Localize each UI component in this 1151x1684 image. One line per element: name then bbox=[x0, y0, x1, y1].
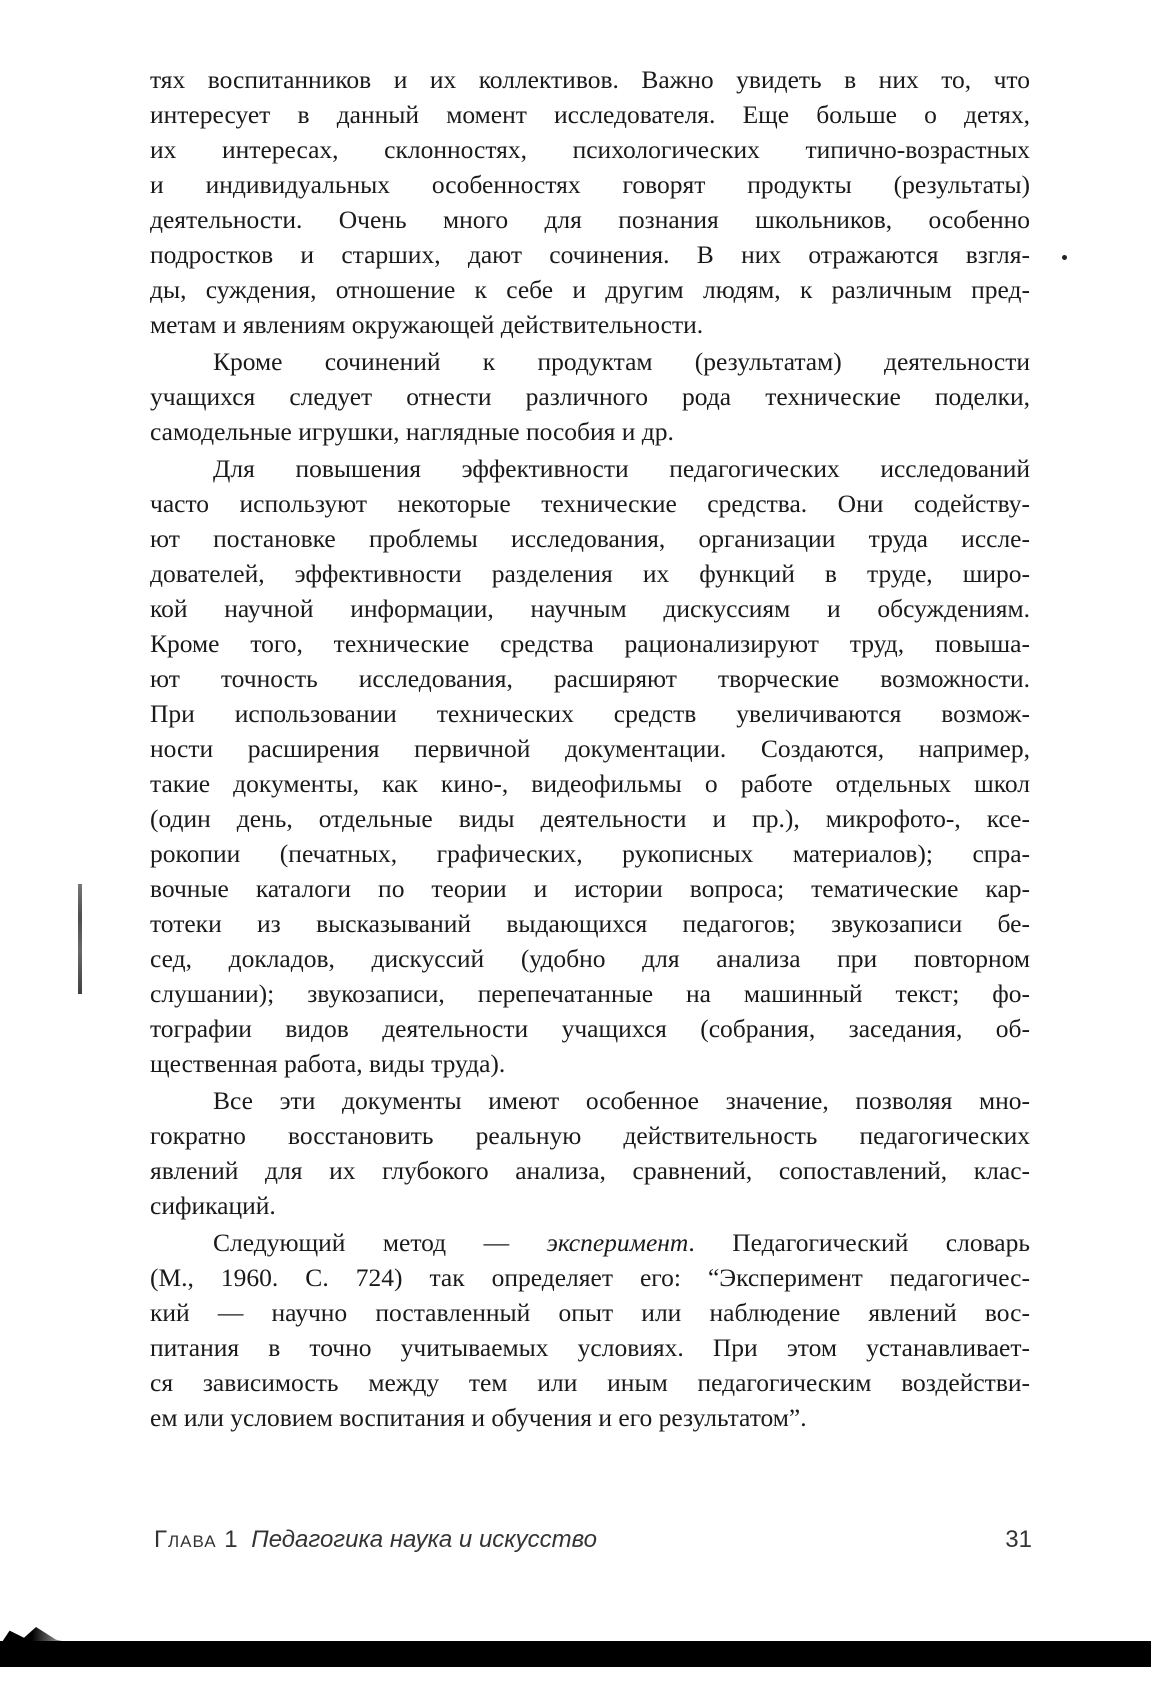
text-line bbox=[213, 1225, 1030, 1261]
text-line: тографии видов деятельности учащихся (собрания, заседания, об- bbox=[150, 1014, 1030, 1043]
text-line: метам и явлениям окружающей действительности. bbox=[150, 310, 704, 339]
chapter-title: Педагогика наука и искусство bbox=[251, 1526, 597, 1553]
text-line: учащихся следует отнести различного рода технические поделки, bbox=[150, 382, 1030, 411]
text-line: тотеки из высказываний выдающихся педагогов; звукозаписи бе- bbox=[150, 909, 1030, 938]
text-run: . Педагогический словарь bbox=[688, 1228, 1031, 1257]
text-line: ды, суждения, отношение к себе и другим людям, к различным пред- bbox=[150, 275, 1030, 304]
text-line: часто используют некоторые технические средства. Они содейству- bbox=[150, 489, 1030, 518]
text-line: При использовании технических средств увеличиваются возмож- bbox=[150, 699, 1030, 728]
text-line: интересует в данный момент исследователя. Еще больше о детях, bbox=[150, 100, 1030, 129]
text-line: гократно восстановить реальную действительность педагогических bbox=[150, 1121, 1030, 1150]
text-line: деятельности. Очень много для познания школьников, особенно bbox=[150, 205, 1030, 234]
text-line: самодельные игрушки, наглядные пособия и др. bbox=[150, 417, 674, 446]
text-line: такие документы, как кино-, видеофильмы о работе отдельных школ bbox=[150, 769, 1030, 798]
text-line: рокопии (печатных, графических, рукописных материалов); спра- bbox=[150, 839, 1030, 868]
text-line: тях воспитанников и их коллективов. Важно увидеть в них то, что bbox=[150, 65, 1030, 94]
chapter-label: Глава 1 bbox=[154, 1526, 239, 1553]
text-line: ем или условием воспитания и обучения и его результатом”. bbox=[150, 1403, 807, 1432]
scan-speck bbox=[1062, 255, 1067, 260]
text-line: Кроме сочинений к продуктам (результатам) деятельности bbox=[213, 347, 1030, 376]
text-line: подростков и старших, дают сочинения. В них отражаются взгля- bbox=[150, 240, 1030, 269]
text-line: сификаций. bbox=[150, 1191, 276, 1220]
text-line: питания в точно учитываемых условиях. При этом устанавливает- bbox=[150, 1333, 1030, 1362]
text-line: их интересах, склонностях, психологических типично-возрастных bbox=[150, 135, 1030, 164]
text-line: Все эти документы имеют особенное значение, позволяя мно- bbox=[213, 1086, 1030, 1115]
text-line: щественная работа, виды труда). bbox=[150, 1049, 506, 1078]
scan-edge-artifact bbox=[0, 1627, 80, 1645]
text-line: ности расширения первичной документации. Создаются, например, bbox=[150, 734, 1030, 763]
text-line: (М., 1960. С. 724) так определяет его: “Эксперимент педагогичес- bbox=[150, 1263, 1030, 1292]
text-line: Кроме того, технические средства рационализируют труд, повыша- bbox=[150, 629, 1030, 658]
text-line: явлений для их глубокого анализа, сравнений, сопоставлений, клас- bbox=[150, 1156, 1030, 1185]
text-line: кий — научно поставленный опыт или наблюдение явлений вос- bbox=[150, 1298, 1030, 1327]
text-line: дователей, эффективности разделения их функций в труде, широ- bbox=[150, 559, 1030, 588]
text-line: Для повышения эффективности педагогических исследований bbox=[213, 454, 1030, 483]
text-line: кой научной информации, научным дискуссиям и обсуждениям. bbox=[150, 594, 1030, 623]
margin-scan-mark bbox=[78, 884, 82, 994]
text-line: ют постановке проблемы исследования, организации труда иссле- bbox=[150, 524, 1030, 553]
text-line: слушании); звукозаписи, перепечатанные на машинный текст; фо- bbox=[150, 979, 1030, 1008]
running-footer bbox=[154, 1526, 1032, 1554]
text-run: Следующий метод — bbox=[213, 1228, 547, 1257]
text-line: ся зависимость между тем или иным педагогическим воздействи- bbox=[150, 1368, 1030, 1397]
emphasized-term: эксперимент bbox=[546, 1228, 689, 1257]
text-line: вочные каталоги по теории и истории вопроса; тематические кар- bbox=[150, 874, 1030, 903]
text-line: (один день, отдельные виды деятельности и пр.), микрофото-, ксе- bbox=[150, 804, 1030, 833]
text-line: сед, докладов, дискуссий (удобно для анализа при повторном bbox=[150, 944, 1030, 973]
scan-edge-bar bbox=[0, 1641, 1151, 1667]
text-line: и индивидуальных особенностях говорят продукты (результаты) bbox=[150, 170, 1030, 199]
page-number: 31 bbox=[1005, 1526, 1032, 1553]
text-line: ют точность исследования, расширяют творческие возможности. bbox=[150, 664, 1030, 693]
